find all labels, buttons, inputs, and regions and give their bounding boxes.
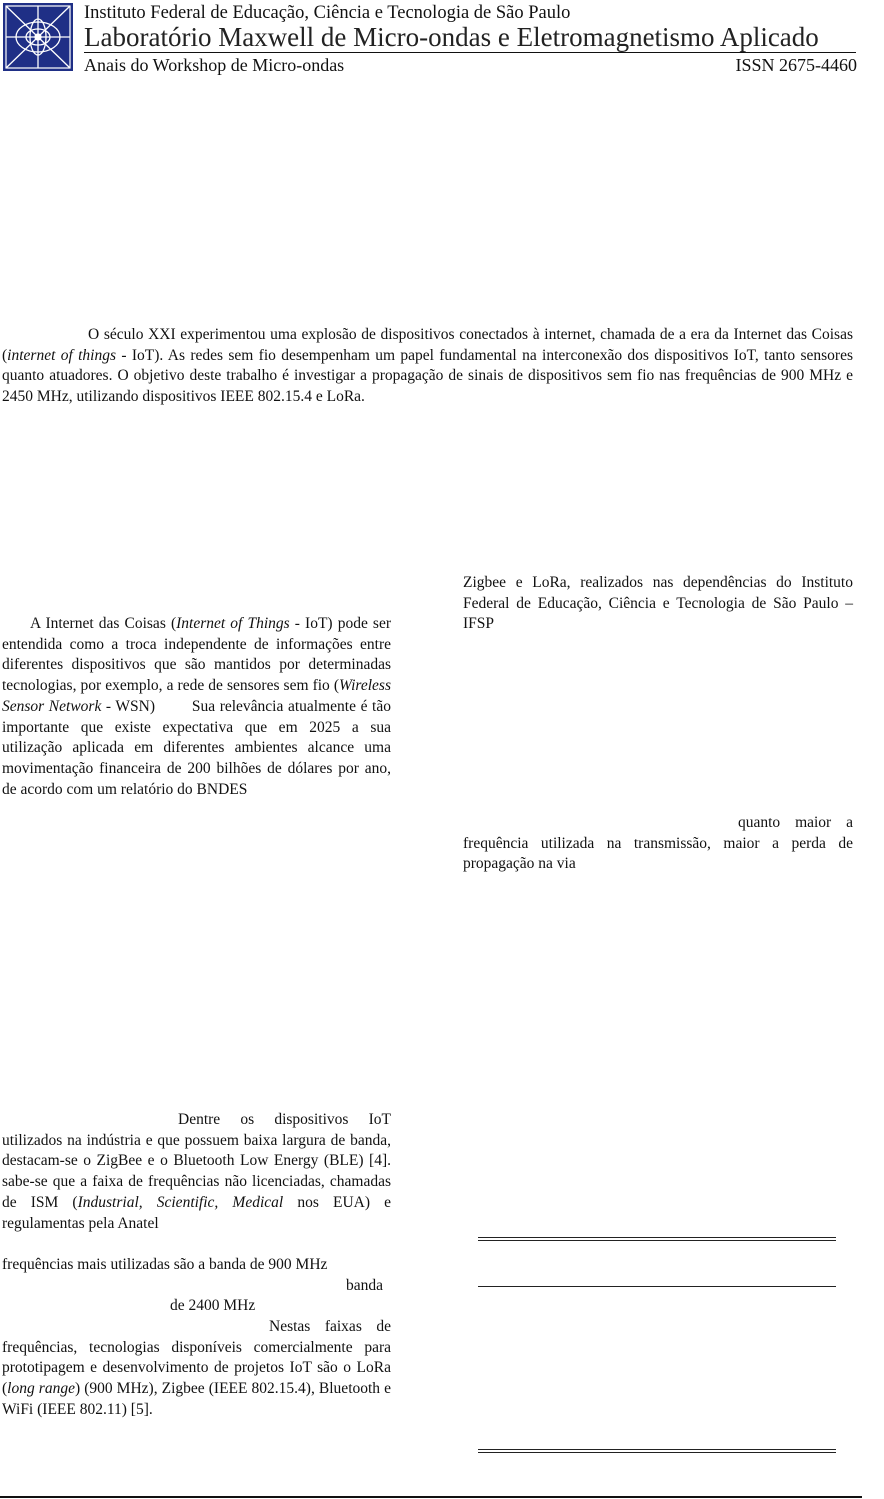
table-top-rule-double <box>478 1240 836 1241</box>
paragraph-frequency-loss: quanto maior a frequência utilizada na transmissão, maior a perda de propagação na via <box>463 814 853 873</box>
table-bottom-rule <box>478 1449 836 1450</box>
footer-rule <box>0 1496 862 1498</box>
laboratory-name: Laboratório Maxwell de Micro-ondas e Eletromagnetismo Aplicado <box>84 22 819 52</box>
institution-name: Instituto Federal de Educação, Ciência e Tecnologia de São Paulo <box>84 3 571 23</box>
intro-paragraph-iot: A Internet das Coisas (Internet of Things - IoT) pode ser entendida como a troca independente de informações entre diferentes dispositivos que são mantidos por determinadas tecnologias, por exemplo, a rede de sensores sem fio (Wireless Sensor Network - WSN) Sua relevância atualmente é tão importante que existe expectativa que em 2025 a sua utilização aplicada em diferentes ambientes alcance uma movimentação financeira de 200 bilhões de dólares por ano, de acordo com um relatório do BNDES <box>2 615 395 798</box>
proceedings-name: Anais do Workshop de Micro-ondas <box>84 55 345 75</box>
maxwell-lab-logo <box>3 3 73 71</box>
header-rule <box>84 52 856 53</box>
paragraph-iot-devices: Dentre os dispositivos IoT utilizados na indústria e que possuem baixa largura de banda, destacam-se o ZigBee e o Bluetooth Low Energy (BLE) [4]. sabe-se que a faixa de frequências não licenciadas, chamadas de ISM (Industrial, Scientific, Medical nos EUA) e regulamentas pela Anatel frequências mais utilizadas são a banda de 900 MHz banda de 2400 MHz Nestas faixas de frequências, tecnologias disponíveis comercialmente para prototipagem e desenvolvimento de projetos IoT são o LoRa (long range) (900 MHz), Zigbee (IEEE 802.15.4), Bluetooth e WiFi (IEEE 802.11) [5]. <box>2 1111 461 1418</box>
issn-label: ISSN 2675-4460 <box>735 55 857 75</box>
abstract-paragraph: O século XXI experimentou uma explosão de dispositivos conectados à internet, chamada de a era da Internet das Coisas (internet of things - IoT). As redes sem fio desempenham um papel fundamental na interconexão dos dispositivos IoT, tanto sensores quanto atuadores. O objetivo deste trabalho é investigar a propagação de sinais de dispositivos sem fio nas frequências de 900 MHz e 2450 MHz, utilizando dispositivos IEEE 802.15.4 e LoRa. <box>2 326 853 406</box>
table-header-rule <box>478 1286 836 1287</box>
table-bottom-rule-double <box>478 1452 836 1453</box>
paragraph-ifsp: Zigbee e LoRa, realizados nas dependências do Instituto Federal de Educação, Ciência e Tecnologia de São Paulo – IFSP <box>463 574 853 633</box>
table-top-rule <box>478 1237 836 1238</box>
